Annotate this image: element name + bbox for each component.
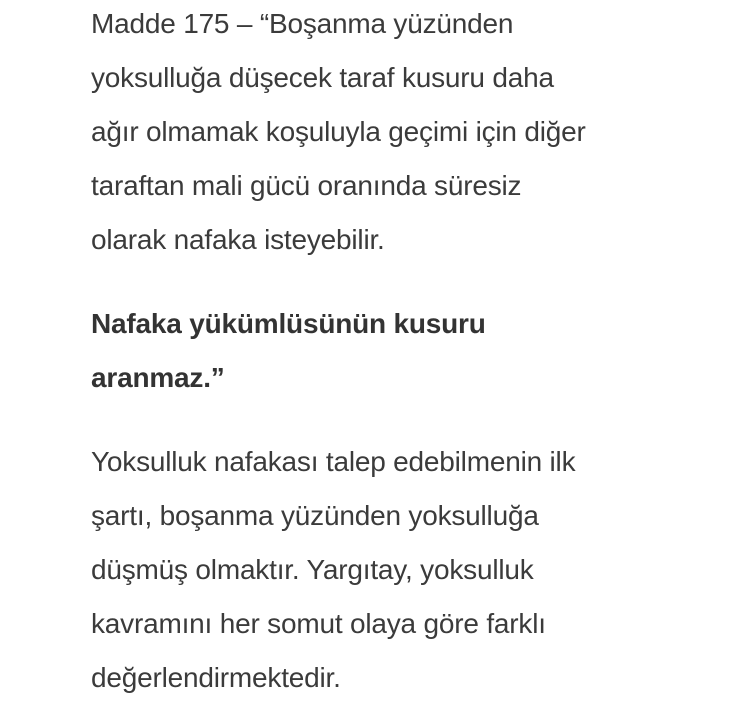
paragraph-bold-statement	[91, 297, 691, 405]
article-body	[91, 0, 691, 705]
text-line: ağır olmamak koşuluyla geçimi için diğer	[91, 116, 586, 147]
paragraph-law-article	[91, 0, 691, 267]
text-line: düşmüş olmaktır. Yargıtay, yoksulluk	[91, 554, 534, 585]
text-line: yoksulluğa düşecek taraf kusuru daha	[91, 62, 554, 93]
text-line: kavramını her somut olaya göre farklı	[91, 608, 546, 639]
text-line: şartı, boşanma yüzünden yoksulluğa	[91, 500, 539, 531]
text-line: Nafaka yükümlüsünün kusuru	[91, 308, 486, 339]
text-line: olarak nafaka isteyebilir.	[91, 224, 385, 255]
text-line: Yoksulluk nafakası talep edebilmenin ilk	[91, 446, 576, 477]
text-line: değerlendirmektedir.	[91, 662, 341, 693]
text-line: aranmaz.”	[91, 362, 225, 393]
paragraph-explanation	[91, 435, 691, 705]
text-line: taraftan mali gücü oranında süresiz	[91, 170, 522, 201]
text-line: Madde 175 – “Boşanma yüzünden	[91, 8, 514, 39]
